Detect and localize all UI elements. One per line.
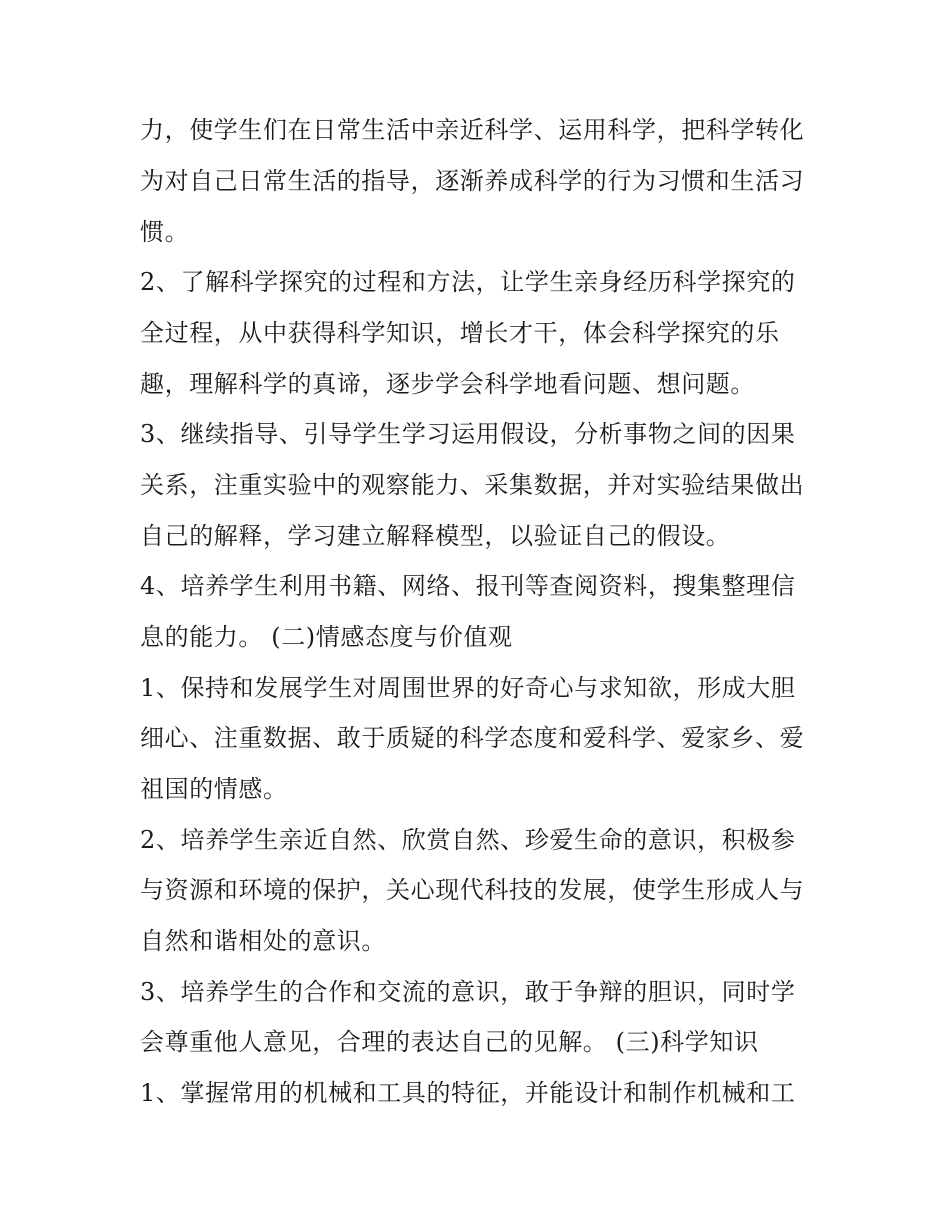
text-line: 1、掌握常用的机械和工具的特征，并能设计和制作机械和工 xyxy=(140,1079,796,1107)
text-line: 关系，注重实验中的观察能力、采集数据，并对实验结果做出 xyxy=(140,471,805,499)
text-line: 为对自己日常生活的指导，逐渐养成科学的行为习惯和生活习 xyxy=(140,167,805,195)
text-line: 会尊重他人意见，合理的表达自己的见解。 (三)科学知识 xyxy=(140,1028,759,1056)
text-line: 趣，理解科学的真谛，逐步学会科学地看问题、想问题。 xyxy=(140,370,755,398)
text-line: 力，使学生们在日常生活中亲近科学、运用科学，把科学转化 xyxy=(140,116,805,144)
text-line: 4、培养学生利用书籍、网络、报刊等查阅资料，搜集整理信 xyxy=(140,572,796,600)
text-line: 与资源和环境的保护，关心现代科技的发展，使学生形成人与 xyxy=(140,876,805,904)
text-line: 惯。 xyxy=(140,218,190,246)
text-line: 自己的解释，学习建立解释模型，以验证自己的假设。 xyxy=(140,522,731,550)
text-line: 1、保持和发展学生对周围世界的好奇心与求知欲，形成大胆 xyxy=(140,674,796,702)
text-line: 2、培养学生亲近自然、欣赏自然、珍爱生命的意识，积极参 xyxy=(140,826,796,854)
text-line: 3、继续指导、引导学生学习运用假设，分析事物之间的因果 xyxy=(140,420,796,448)
text-line: 息的能力。 (二)情感态度与价值观 xyxy=(140,623,513,651)
text-line: 自然和谐相处的意识。 xyxy=(140,927,386,955)
text-line: 全过程，从中获得科学知识，增长才干，体会科学探究的乐 xyxy=(140,319,780,347)
text-line: 祖国的情感。 xyxy=(140,775,288,803)
text-line: 细心、注重数据、敢于质疑的科学态度和爱科学、爱家乡、爱 xyxy=(140,724,805,752)
text-line: 3、培养学生的合作和交流的意识，敢于争辩的胆识，同时学 xyxy=(140,978,796,1006)
text-line: 2、了解科学探究的过程和方法，让学生亲身经历科学探究的 xyxy=(140,268,796,296)
